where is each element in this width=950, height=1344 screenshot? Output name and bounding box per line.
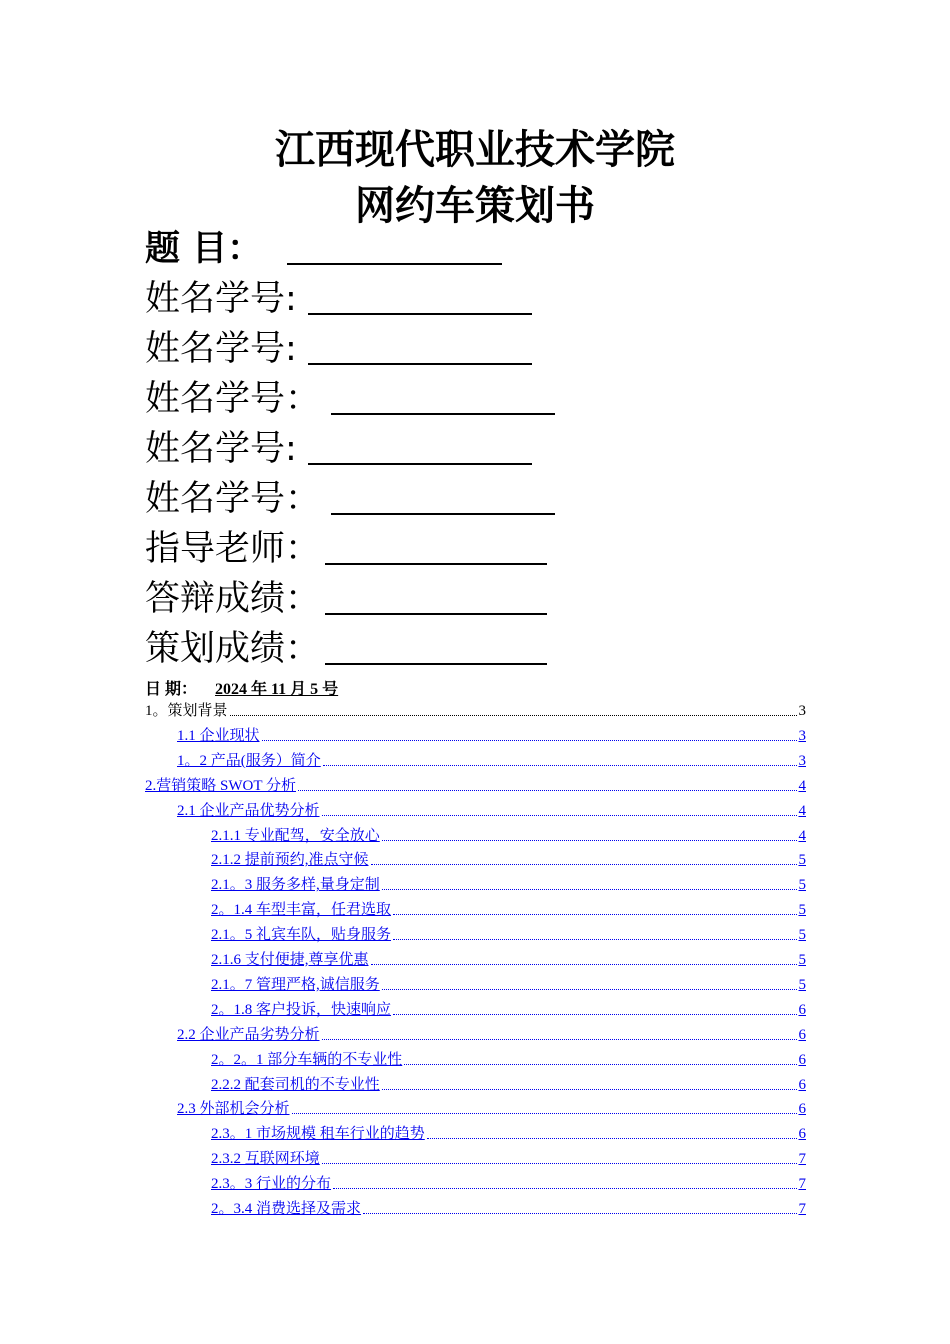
toc-dot-leader bbox=[371, 963, 797, 965]
toc-page-number: 7 bbox=[798, 1151, 806, 1168]
toc-page-number: 4 bbox=[798, 777, 806, 794]
toc-entry-title: 1。2 产品(服务）简介 bbox=[177, 752, 321, 769]
field-label: 姓名学号: bbox=[145, 329, 297, 369]
toc-dot-leader bbox=[322, 814, 797, 816]
date-value: 2024 年 11 月 5 号 bbox=[215, 681, 339, 698]
toc-dot-leader bbox=[382, 839, 797, 841]
field-blank-line[interactable] bbox=[325, 663, 547, 665]
field-blank-line[interactable] bbox=[331, 513, 555, 515]
toc-dot-leader bbox=[404, 1063, 796, 1065]
toc-entry[interactable] bbox=[211, 1198, 806, 1218]
toc-dot-leader bbox=[292, 1112, 797, 1114]
date-field bbox=[145, 676, 356, 699]
toc-entry[interactable] bbox=[177, 800, 806, 820]
field-row bbox=[145, 279, 297, 319]
toc-entry[interactable] bbox=[177, 1024, 806, 1044]
toc-page-number: 6 bbox=[798, 1051, 806, 1068]
field-blank-line[interactable] bbox=[308, 463, 532, 465]
toc-entry-title: 2。1.4 车型丰富，任君选取 bbox=[211, 902, 392, 919]
toc-entry[interactable] bbox=[211, 1173, 806, 1193]
field-blank-line[interactable] bbox=[325, 613, 547, 615]
toc-page-number: 5 bbox=[798, 976, 806, 993]
field-row bbox=[145, 229, 263, 269]
field-row bbox=[145, 529, 321, 569]
toc-dot-leader bbox=[427, 1137, 797, 1139]
field-row bbox=[145, 579, 321, 619]
field-blank-line[interactable] bbox=[308, 363, 532, 365]
toc-dot-leader bbox=[393, 938, 796, 940]
toc-page-number: 6 bbox=[798, 1101, 806, 1118]
toc-dot-leader bbox=[298, 789, 797, 791]
toc-page-number: 6 bbox=[798, 1001, 806, 1018]
toc-page-number: 7 bbox=[798, 1176, 806, 1193]
toc-dot-leader bbox=[322, 1162, 797, 1164]
toc-page-number: 5 bbox=[798, 877, 806, 894]
toc-entry[interactable] bbox=[211, 1074, 806, 1094]
field-label: 指导老师： bbox=[145, 529, 321, 569]
toc-entry[interactable] bbox=[211, 849, 806, 869]
toc-entry-title: 2.2.2 配套司机的不专业性 bbox=[211, 1076, 380, 1093]
toc-entry-title: 2.1。7 管理严格,诚信服务 bbox=[211, 976, 380, 993]
toc-entry-title: 2。1.8 客户投诉，快速响应 bbox=[211, 1001, 392, 1018]
toc-entry[interactable] bbox=[211, 899, 806, 919]
toc-entry-title: 1。策划背景 bbox=[145, 703, 228, 719]
field-row bbox=[145, 329, 297, 369]
field-label: 姓名学号： bbox=[145, 479, 321, 519]
toc-page-number: 3 bbox=[798, 752, 806, 769]
toc-page-number: 5 bbox=[798, 852, 806, 869]
toc-page-number: 5 bbox=[798, 952, 806, 968]
toc-dot-leader bbox=[393, 1013, 796, 1015]
field-row bbox=[145, 629, 321, 669]
field-blank-line[interactable] bbox=[325, 563, 547, 565]
toc-entry-title: 2.1.1 专业配驾，安全放心 bbox=[211, 827, 380, 844]
toc-entry-title: 2.3。1 市场规模 租车行业的趋势 bbox=[211, 1126, 425, 1143]
field-label: 姓名学号: bbox=[145, 279, 297, 319]
toc-entry-title: 1.1 企业现状 bbox=[177, 727, 260, 744]
toc-page-number: 4 bbox=[798, 802, 806, 819]
field-row bbox=[145, 379, 321, 419]
field-blank-line[interactable] bbox=[287, 263, 502, 265]
toc-entry[interactable] bbox=[211, 874, 806, 894]
toc-page-number: 4 bbox=[798, 827, 806, 844]
toc-dot-leader bbox=[382, 1088, 797, 1090]
toc-entry-title: 2.3。3 行业的分布 bbox=[211, 1176, 332, 1193]
toc-entry[interactable] bbox=[211, 999, 806, 1019]
toc-entry-title: 2.1 企业产品优势分析 bbox=[177, 802, 320, 819]
toc-entry-title: 2.1。5 礼宾车队，贴身服务 bbox=[211, 927, 392, 944]
field-label: 策划成绩： bbox=[145, 629, 321, 669]
toc-page-number: 7 bbox=[798, 1201, 806, 1217]
toc-dot-leader bbox=[230, 714, 797, 716]
field-label: 题 目： bbox=[145, 229, 263, 269]
field-row bbox=[145, 479, 321, 519]
toc-dot-leader bbox=[363, 1212, 796, 1214]
toc-entry-title: 2.1.2 提前预约,准点守候 bbox=[211, 852, 369, 869]
date-label: 日 期： bbox=[145, 681, 198, 698]
toc-entry[interactable] bbox=[145, 775, 806, 795]
toc-dot-leader bbox=[333, 1187, 796, 1189]
toc-entry-title: 2。3.4 消费选择及需求 bbox=[211, 1201, 362, 1217]
toc-entry[interactable] bbox=[177, 1098, 806, 1118]
document-title: 网约车策划书 bbox=[355, 183, 595, 229]
toc-entry[interactable] bbox=[211, 1148, 806, 1168]
toc-dot-leader bbox=[262, 739, 797, 741]
toc-page-number: 6 bbox=[798, 1126, 806, 1143]
toc-entry[interactable] bbox=[211, 974, 806, 994]
toc-entry-title: 2.1。3 服务多样,量身定制 bbox=[211, 877, 380, 894]
toc-dot-leader bbox=[322, 1038, 797, 1040]
toc-entry bbox=[145, 700, 806, 720]
toc-page-number: 6 bbox=[798, 1076, 806, 1093]
toc-entry-title: 2.2 企业产品劣势分析 bbox=[177, 1026, 320, 1043]
toc-dot-leader bbox=[323, 764, 797, 766]
toc-entry-title: 2。2。1 部分车辆的不专业性 bbox=[211, 1051, 403, 1068]
toc-dot-leader bbox=[382, 888, 797, 890]
field-row bbox=[145, 429, 297, 469]
field-label: 姓名学号： bbox=[145, 379, 321, 419]
toc-entry-title: 2.3 外部机会分析 bbox=[177, 1101, 290, 1118]
field-blank-line[interactable] bbox=[308, 313, 532, 315]
toc-page-number: 5 bbox=[798, 902, 806, 919]
field-blank-line[interactable] bbox=[331, 413, 555, 415]
toc-dot-leader bbox=[382, 988, 797, 990]
toc-page-number: 6 bbox=[798, 1026, 806, 1043]
toc-entry[interactable] bbox=[177, 725, 806, 745]
field-label: 姓名学号: bbox=[145, 429, 297, 469]
toc-page-number: 3 bbox=[798, 703, 806, 719]
toc-entry-title: 2.营销策略 SWOT 分析 bbox=[145, 777, 296, 794]
toc-dot-leader bbox=[371, 863, 797, 865]
toc-page-number: 3 bbox=[798, 727, 806, 744]
toc-entry[interactable] bbox=[211, 1123, 806, 1143]
toc-entry-title: 2.3.2 互联网环境 bbox=[211, 1151, 320, 1168]
toc-entry[interactable] bbox=[211, 1049, 806, 1069]
toc-entry[interactable] bbox=[211, 949, 806, 969]
toc-entry[interactable] bbox=[211, 825, 806, 845]
toc-entry[interactable] bbox=[211, 924, 806, 944]
toc-entry-title: 2.1.6 支付便捷,尊享优惠 bbox=[211, 952, 369, 968]
field-label: 答辩成绩： bbox=[145, 579, 321, 619]
toc-entry[interactable] bbox=[177, 750, 806, 770]
school-name: 江西现代职业技术学院 bbox=[275, 127, 675, 173]
toc-page-number: 5 bbox=[798, 927, 806, 944]
toc-dot-leader bbox=[393, 913, 796, 915]
